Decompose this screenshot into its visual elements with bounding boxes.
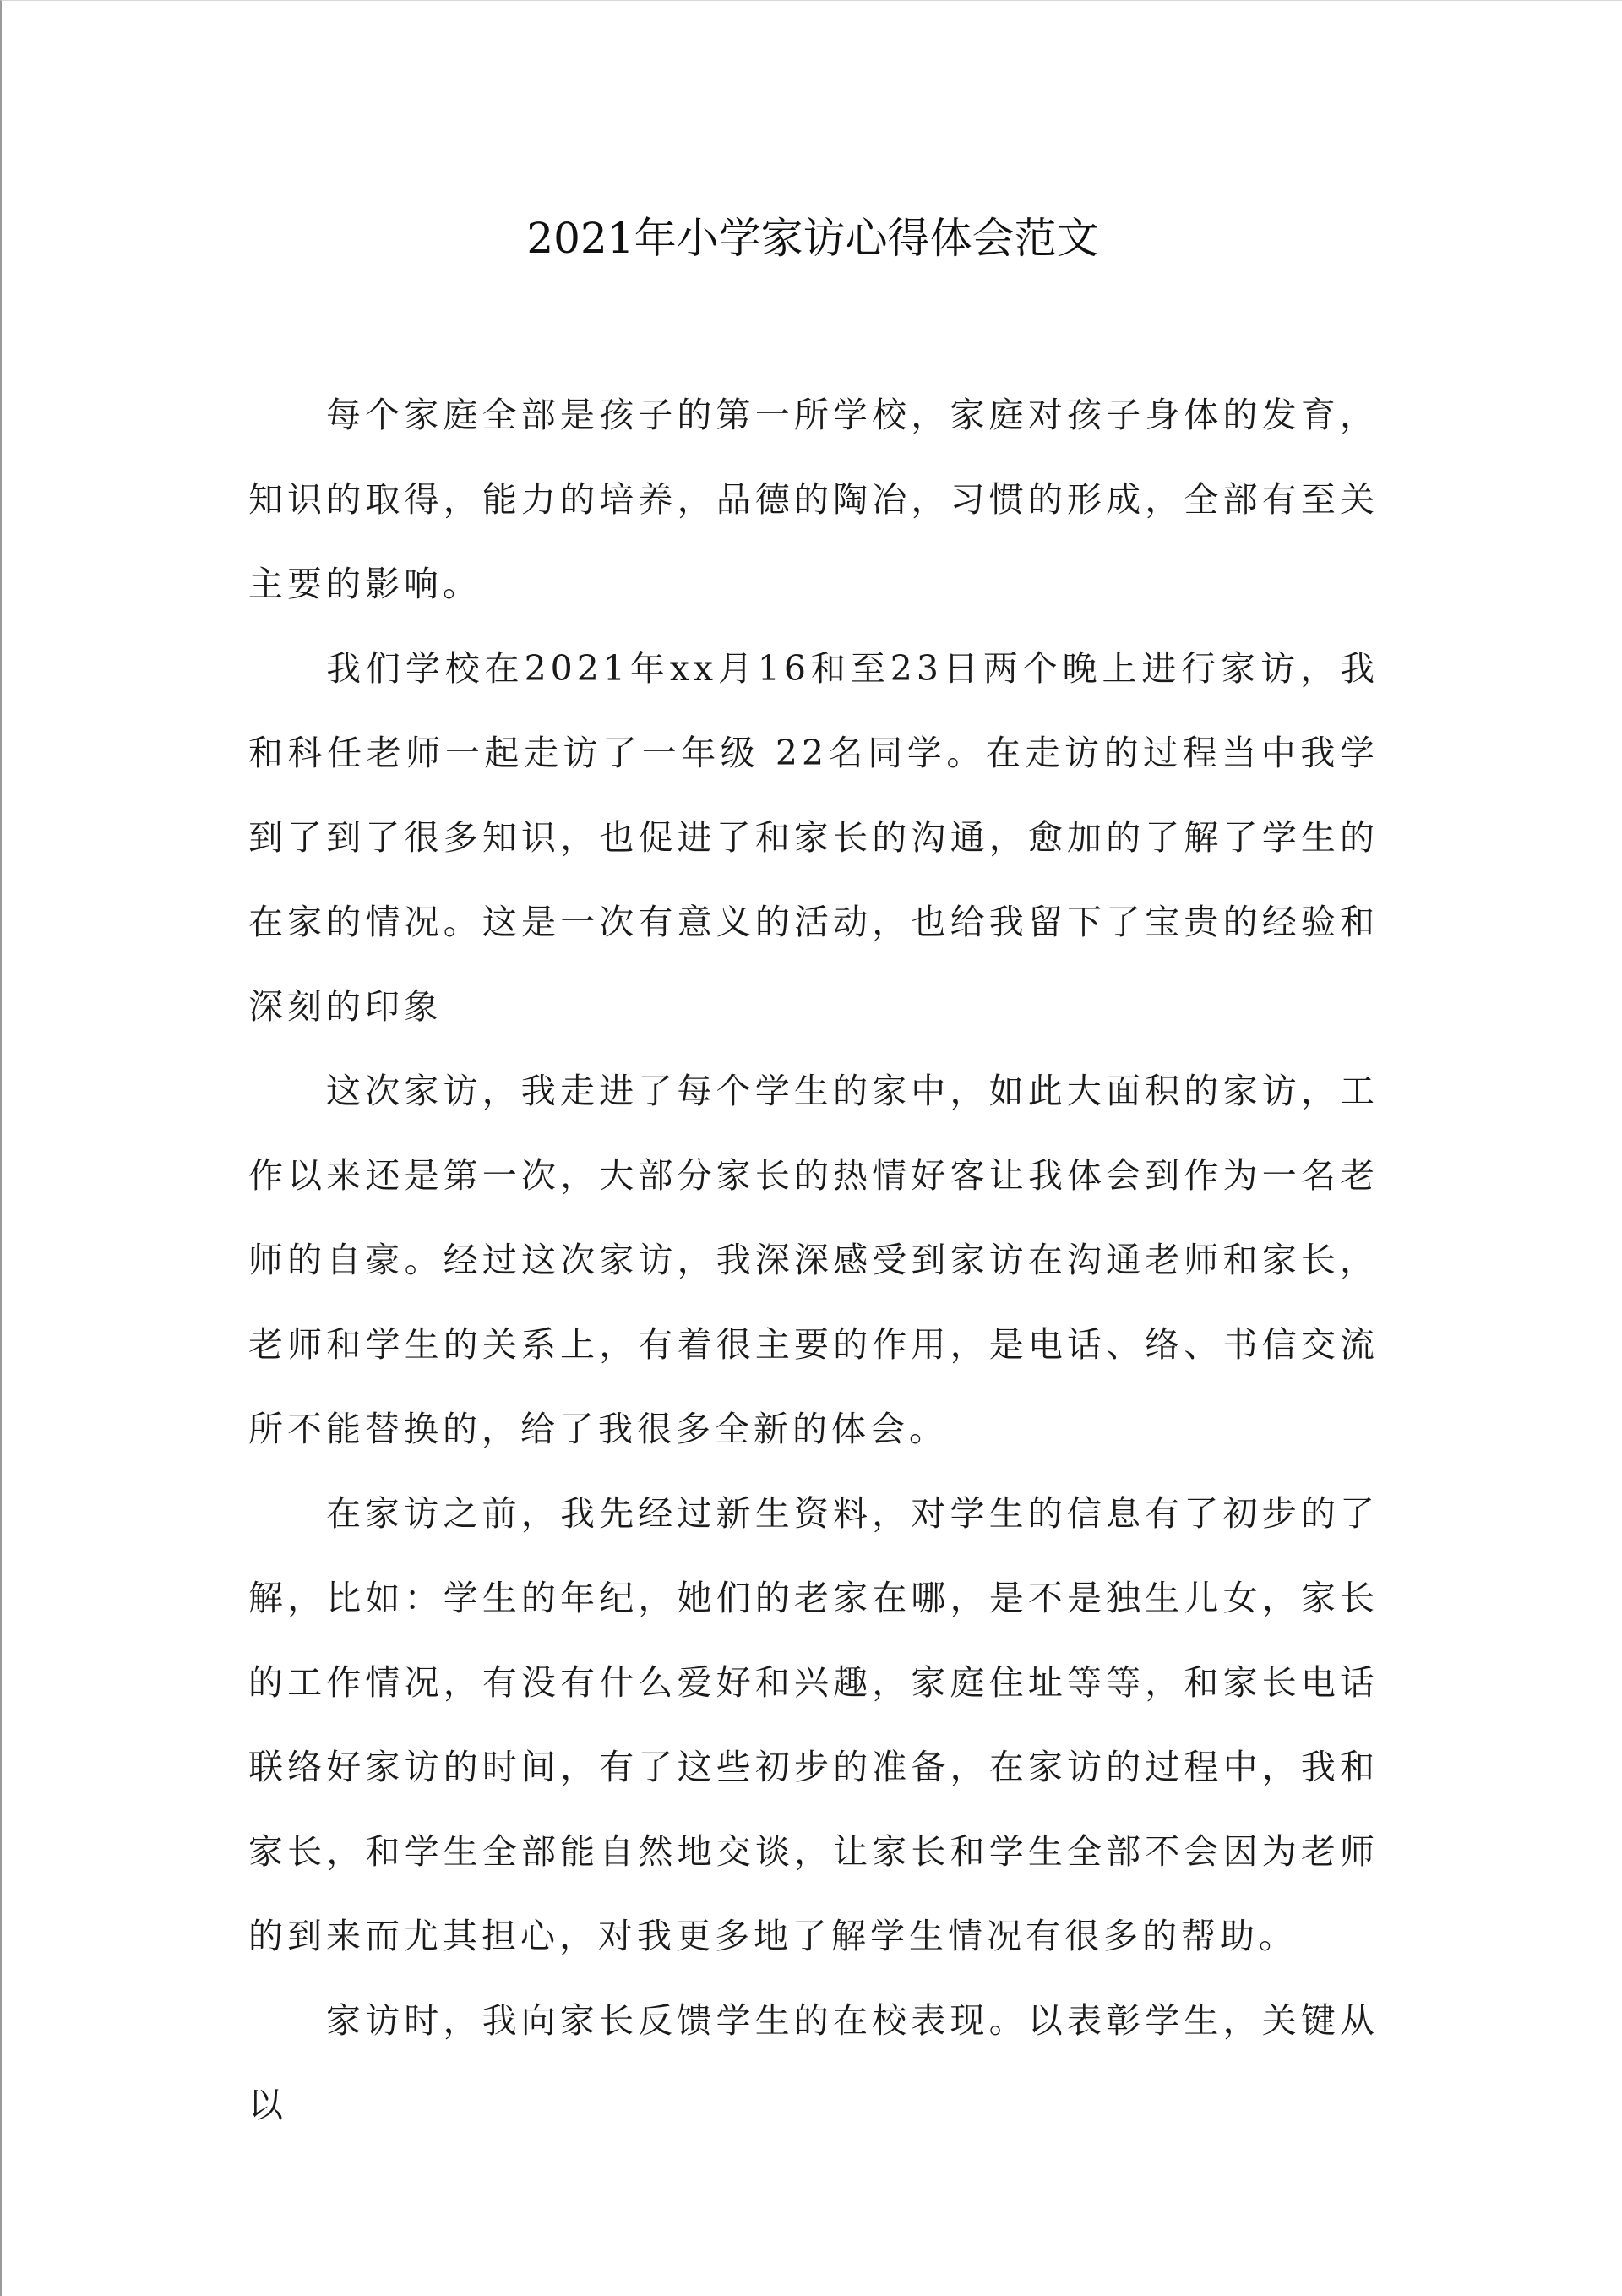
paragraph-4: 在家访之前，我先经过新生资料，对学生的信息有了初步的了解，比如：学生的年纪，她们的老家在哪，是不是独生儿女，家长的工作情况，有没有什么爱好和兴趣，家庭住址等等，和家长电话联络好家访的时间，有了这些初步的准备，在家访的过程中，我和家长，和学生全部能自然地交谈，让家长和学生全部不会因为老师的到来而尤其担心，对我更多地了解学生情况有很多的帮助。 [248, 1493, 1379, 1956]
document-title: 2021年小学家访心得体会范文 [526, 214, 1099, 263]
paragraph-3: 这次家访，我走进了每个学生的家中，如此大面积的家访，工作以来还是第一次，大部分家长的热情好客让我体会到作为一名老师的自豪。经过这次家访，我深深感受到家访在沟通老师和家长，老师和学生的关系上，有着很主要的作用，是电话、络、书信交流所不能替换的，给了我很多全新的体会。 [248, 1071, 1379, 1449]
paragraph-1: 每个家庭全部是孩子的第一所学校，家庭对孩子身体的发育，知识的取得，能力的培养，品德的陶冶，习惯的形成，全部有至关主要的影响。 [248, 395, 1379, 604]
paragraph-2: 我们学校在2021年xx月16和至23日两个晚上进行家访，我和科任老师一起走访了一年级 22名同学。在走访的过程当中我学到了到了很多知识，也促进了和家长的沟通，愈加的了解了学生的在家的情况。这是一次有意义的活动，也给我留下了宝贵的经验和深刻的印象 [248, 648, 1379, 1027]
document-body [248, 373, 1379, 2147]
paragraph-5: 家访时，我向家长反馈学生的在校表现。以表彰学生，关键从以 [248, 2000, 1379, 2125]
